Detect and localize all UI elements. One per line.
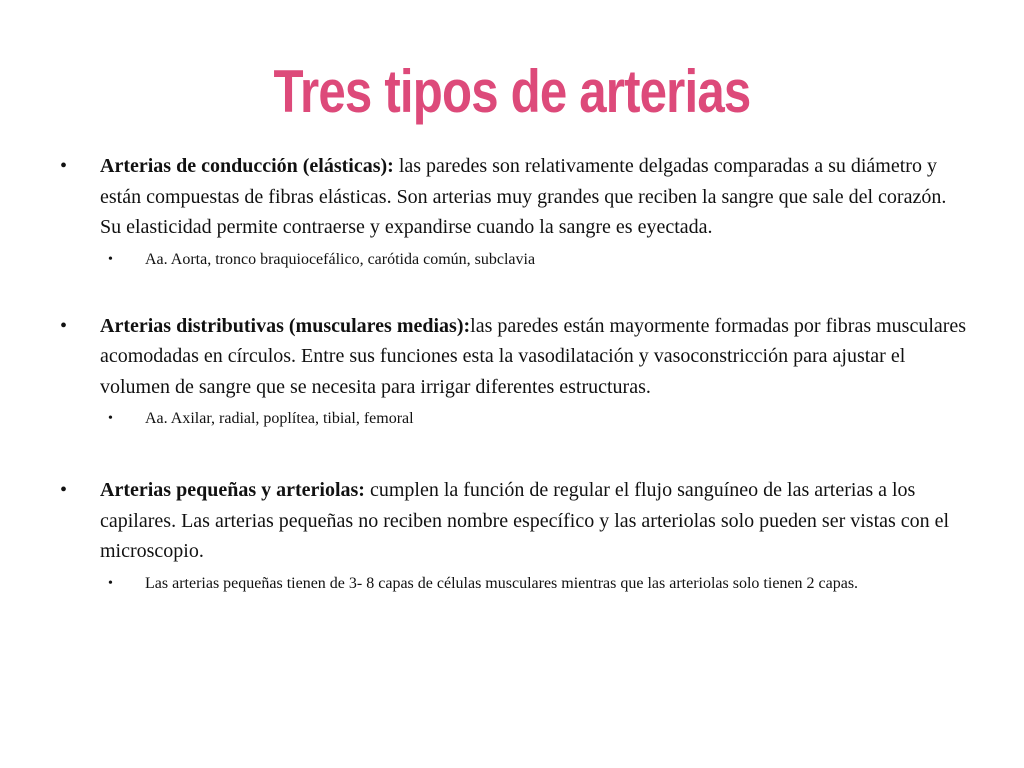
bullet-icon: • [60, 314, 68, 337]
sub-bullet-icon: • [108, 251, 113, 267]
bullet-item-distributivas [60, 311, 972, 403]
item-heading: Arterias pequeñas y arteriolas: [100, 479, 365, 501]
item-text: las paredes son relativamente delgadas comparadas a su diámetro y están compuestas de fibras elásticas. Son arterias muy grandes que reciben la sangre que sale del corazón. Su elasticidad permite contraerse y expandirse cuando la sangre es eyectada. [100, 155, 947, 238]
sub-bullet-item [60, 406, 972, 432]
item-text: cumplen la función de regular el flujo sanguíneo de las arterias a los capilares. Las arterias pequeñas no reciben nombre específico y las arteriolas solo pueden ser vistas con el microscopio. [100, 479, 950, 562]
bullet-item-conduccion [60, 151, 972, 243]
item-text: las paredes están mayormente formadas por fibras musculares acomodadas en círculos. Entre sus funciones esta la vasodilatación y vasoconstricción para ajustar el volumen de sangre que se necesita para irrigar diferentes estructuras. [100, 314, 967, 398]
sub-item-text: Aa. Axilar, radial, poplítea, tibial, femoral [145, 410, 414, 427]
slide-title: Tres tipos de arterias [273, 58, 751, 125]
sub-item-text: Aa. Aorta, tronco braquiocefálico, carótida común, subclavia [145, 250, 536, 268]
sub-bullet-icon: • [108, 575, 113, 591]
sub-bullet-item [60, 571, 972, 597]
item-heading: Arterias de conducción (elásticas): [100, 155, 394, 177]
item-heading: Arterias distributivas (musculares medias): [100, 314, 471, 337]
bullet-item-pequenas [60, 475, 972, 567]
slide-body [60, 151, 972, 597]
bullet-icon: • [60, 155, 68, 177]
bullet-icon: • [60, 479, 68, 501]
sub-bullet-item [60, 247, 972, 273]
sub-bullet-icon: • [108, 411, 113, 426]
sub-item-text: Las arterias pequeñas tienen de 3- 8 capas de células musculares mientras que las arteriolas solo tienen 2 capas. [145, 574, 859, 592]
